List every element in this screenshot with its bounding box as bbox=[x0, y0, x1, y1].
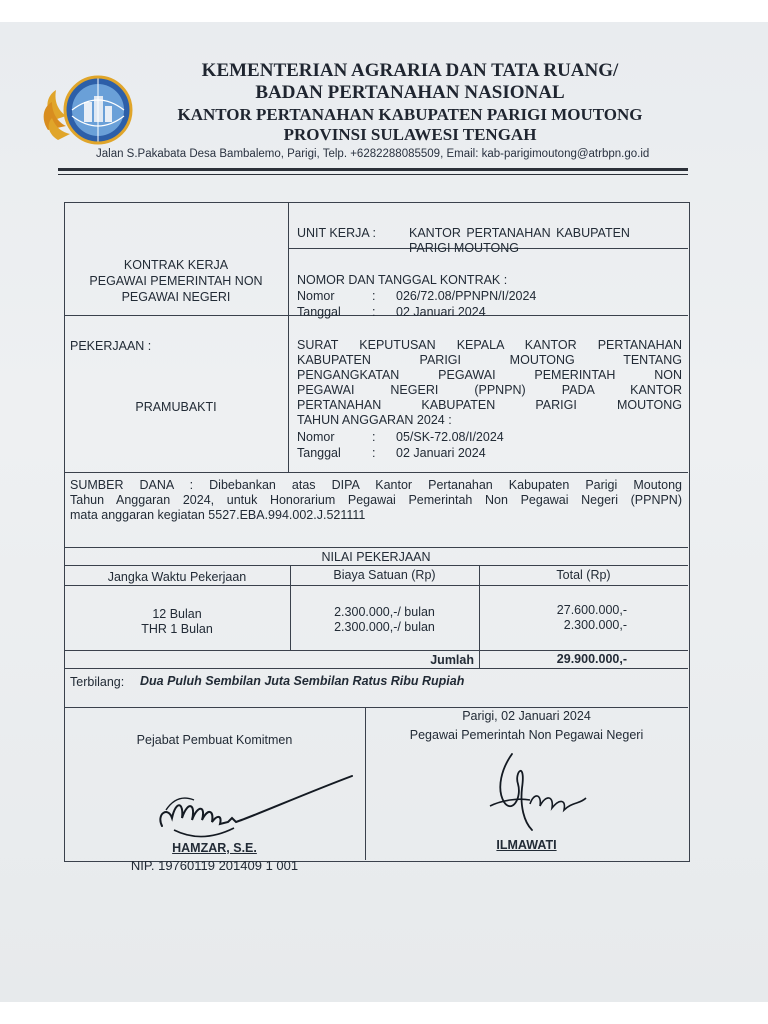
col-header-duration: Jangka Waktu Pekerjaan bbox=[107, 570, 247, 584]
official-signature bbox=[154, 770, 354, 850]
row-duration-1: 12 Bulan bbox=[152, 607, 202, 621]
contract-date-value: 02 Januari 2024 bbox=[396, 305, 486, 319]
contract-title-line1: KONTRAK KERJA bbox=[123, 258, 229, 272]
sk-line-3: PENGANGKATAN PEGAWAI PEMERINTAH NON bbox=[297, 368, 682, 382]
unit-value-line1: KANTOR PERTANAHAN KABUPATEN bbox=[409, 226, 630, 240]
funding-line-3: mata anggaran kegiatan 5527.EBA.994.002.J.521111 bbox=[70, 508, 366, 522]
contract-title-line3: PEGAWAI NEGERI bbox=[121, 290, 231, 304]
sk-line-4: PEGAWAI NEGERI (PPNPN) PADA KANTOR bbox=[297, 383, 682, 397]
col-header-unit-cost: Biaya Satuan (Rp) bbox=[333, 568, 436, 582]
official-role: Pejabat Pembuat Komitmen bbox=[136, 733, 293, 747]
official-name: HAMZAR, S.E. bbox=[172, 841, 257, 855]
job-label: PEKERJAAN : bbox=[70, 339, 152, 353]
office-title: KANTOR PERTANAHAN KABUPATEN PARIGI MOUTONG bbox=[177, 105, 643, 124]
ministry-title: KEMENTERIAN AGRARIA DAN TATA RUANG/ bbox=[201, 60, 619, 81]
agency-title: BADAN PERTANAHAN NASIONAL bbox=[255, 82, 565, 103]
contract-title-line2: PEGAWAI PEMERINTAH NON bbox=[89, 274, 263, 288]
job-value: PRAMUBAKTI bbox=[135, 400, 217, 414]
document-page bbox=[0, 22, 768, 1002]
contract-number-date-label: NOMOR DAN TANGGAL KONTRAK : bbox=[297, 273, 508, 287]
province-title: PROVINSI SULAWESI TENGAH bbox=[283, 125, 537, 144]
agraria-logo-icon bbox=[40, 60, 140, 160]
sk-date-value: 02 Januari 2024 bbox=[396, 446, 486, 460]
employee-role: Pegawai Pemerintah Non Pegawai Negeri bbox=[409, 728, 644, 742]
funding-line-1: SUMBER DANA : Dibebankan atas DIPA Kantor Pertanahan Kabupaten Parigi Moutong bbox=[70, 478, 682, 492]
header-rule bbox=[58, 168, 688, 171]
amount-in-words: Dua Puluh Sembilan Juta Sembilan Ratus Ribu Rupiah bbox=[140, 674, 465, 688]
official-nip: NIP. 19760119 201409 1 001 bbox=[130, 858, 299, 873]
sk-line-1: SURAT KEPUTUSAN KEPALA KANTOR PERTANAHAN bbox=[297, 338, 682, 352]
row-unit-cost-1: 2.300.000,-/ bulan bbox=[334, 605, 435, 619]
row-total-2: 2.300.000,- bbox=[563, 618, 627, 632]
col-header-total: Total (Rp) bbox=[556, 568, 611, 582]
unit-label: UNIT KERJA : bbox=[297, 226, 376, 240]
sk-number-value: 05/SK-72.08/I/2024 bbox=[396, 430, 504, 444]
employee-name: ILMAWATI bbox=[496, 838, 557, 852]
header-rule-thin bbox=[58, 174, 688, 175]
sum-label: Jumlah bbox=[430, 653, 474, 667]
sum-value: 29.900.000,- bbox=[556, 652, 627, 666]
sk-number-label: Nomor bbox=[297, 430, 335, 444]
unit-value-line2: PARIGI MOUTONG bbox=[409, 241, 519, 255]
sk-line-2: KABUPATEN PARIGI MOUTONG TENTANG bbox=[297, 353, 682, 367]
office-address: Jalan S.Pakabata Desa Bambalemo, Parigi, Telp. +6282288085509, Email: kab-parigimoutong@atrbpn.go.id bbox=[96, 148, 650, 160]
value-section-title: NILAI PEKERJAAN bbox=[321, 550, 431, 564]
place-date: Parigi, 02 Januari 2024 bbox=[462, 709, 591, 723]
contract-date-label: Tanggal bbox=[297, 305, 341, 319]
sk-line-5: PERTANAHAN KABUPATEN PARIGI MOUTONG bbox=[297, 398, 682, 412]
row-total-1: 27.600.000,- bbox=[556, 603, 627, 617]
row-unit-cost-2: 2.300.000,-/ bulan bbox=[334, 620, 435, 634]
sk-date-label: Tanggal bbox=[297, 446, 341, 460]
amount-in-words-label: Terbilang: bbox=[70, 675, 125, 689]
contract-number-label: Nomor bbox=[297, 289, 335, 303]
employee-signature bbox=[482, 748, 592, 838]
funding-line-2: Tahun Anggaran 2024, untuk Honorarium Pegawai Pemerintah Non Pegawai Negeri (PPNPN) bbox=[70, 493, 682, 507]
row-duration-2: THR 1 Bulan bbox=[141, 622, 213, 636]
sk-line-6: TAHUN ANGGARAN 2024 : bbox=[297, 413, 452, 427]
contract-number-value: 026/72.08/PPNPN/I/2024 bbox=[396, 289, 537, 303]
contract-form: KONTRAK KERJA PEGAWAI PEMERINTAH NON PEGAWAI NEGERI UNIT KERJA : KANTOR PERTANAHAN KABUPATEN PARIGI MOUTONG NOMOR DAN TANGGAL KONTRAK : Nomor : 026/72.08/PPNPN/I/2024 Tanggal : 02 Januari 2024 PEKERJAAN : PRAMUBAKTI SURAT KEPUTUSAN KEPALA KANTOR PERTANAHAN KABUPATEN PARIGI MOUTONG TENTANG PENGANGKATAN PEGAWAI PEMERINTAH NON PEGAWAI NEGERI (PPNPN) PADA KANTOR PERTANAHAN KABUPATEN PARIGI MOUTONG TAHUN ANGGARAN 2024 : Nomor : 05/SK-72.08/I/2024 Tanggal : 02 Januari 2024 SUMBER DANA : Dibebankan atas DIPA Kantor Pertanahan Kabupaten Parigi Moutong Tahun Anggaran 2024, untuk Honorarium Pegawai Pemerintah Non Pegawai Negeri (PPNPN) mata anggaran kegiatan 5527.EBA.994.002.J.521111 NILAI PEKERJAAN Jangka Waktu Pekerjaan Biaya Satuan (Rp) Total (Rp) 12 Bulan THR 1 Bulan 2.300.000,-/ bulan 2.300.000,-/ bulan 27.600.000,- 2.300.000,- Jumlah 29.900.000,- Terbilang: Dua Puluh Sembilan Juta Sembilan Ratus Ribu Rupiah Pejabat Pembuat Komitmen HAMZAR, S.E. NIP. 19760119 201409 1 001 Parigi, 02 Januari 2024 Pegawai Pemerintah Non Pegawai Negeri ILMAWATI bbox=[64, 202, 690, 862]
